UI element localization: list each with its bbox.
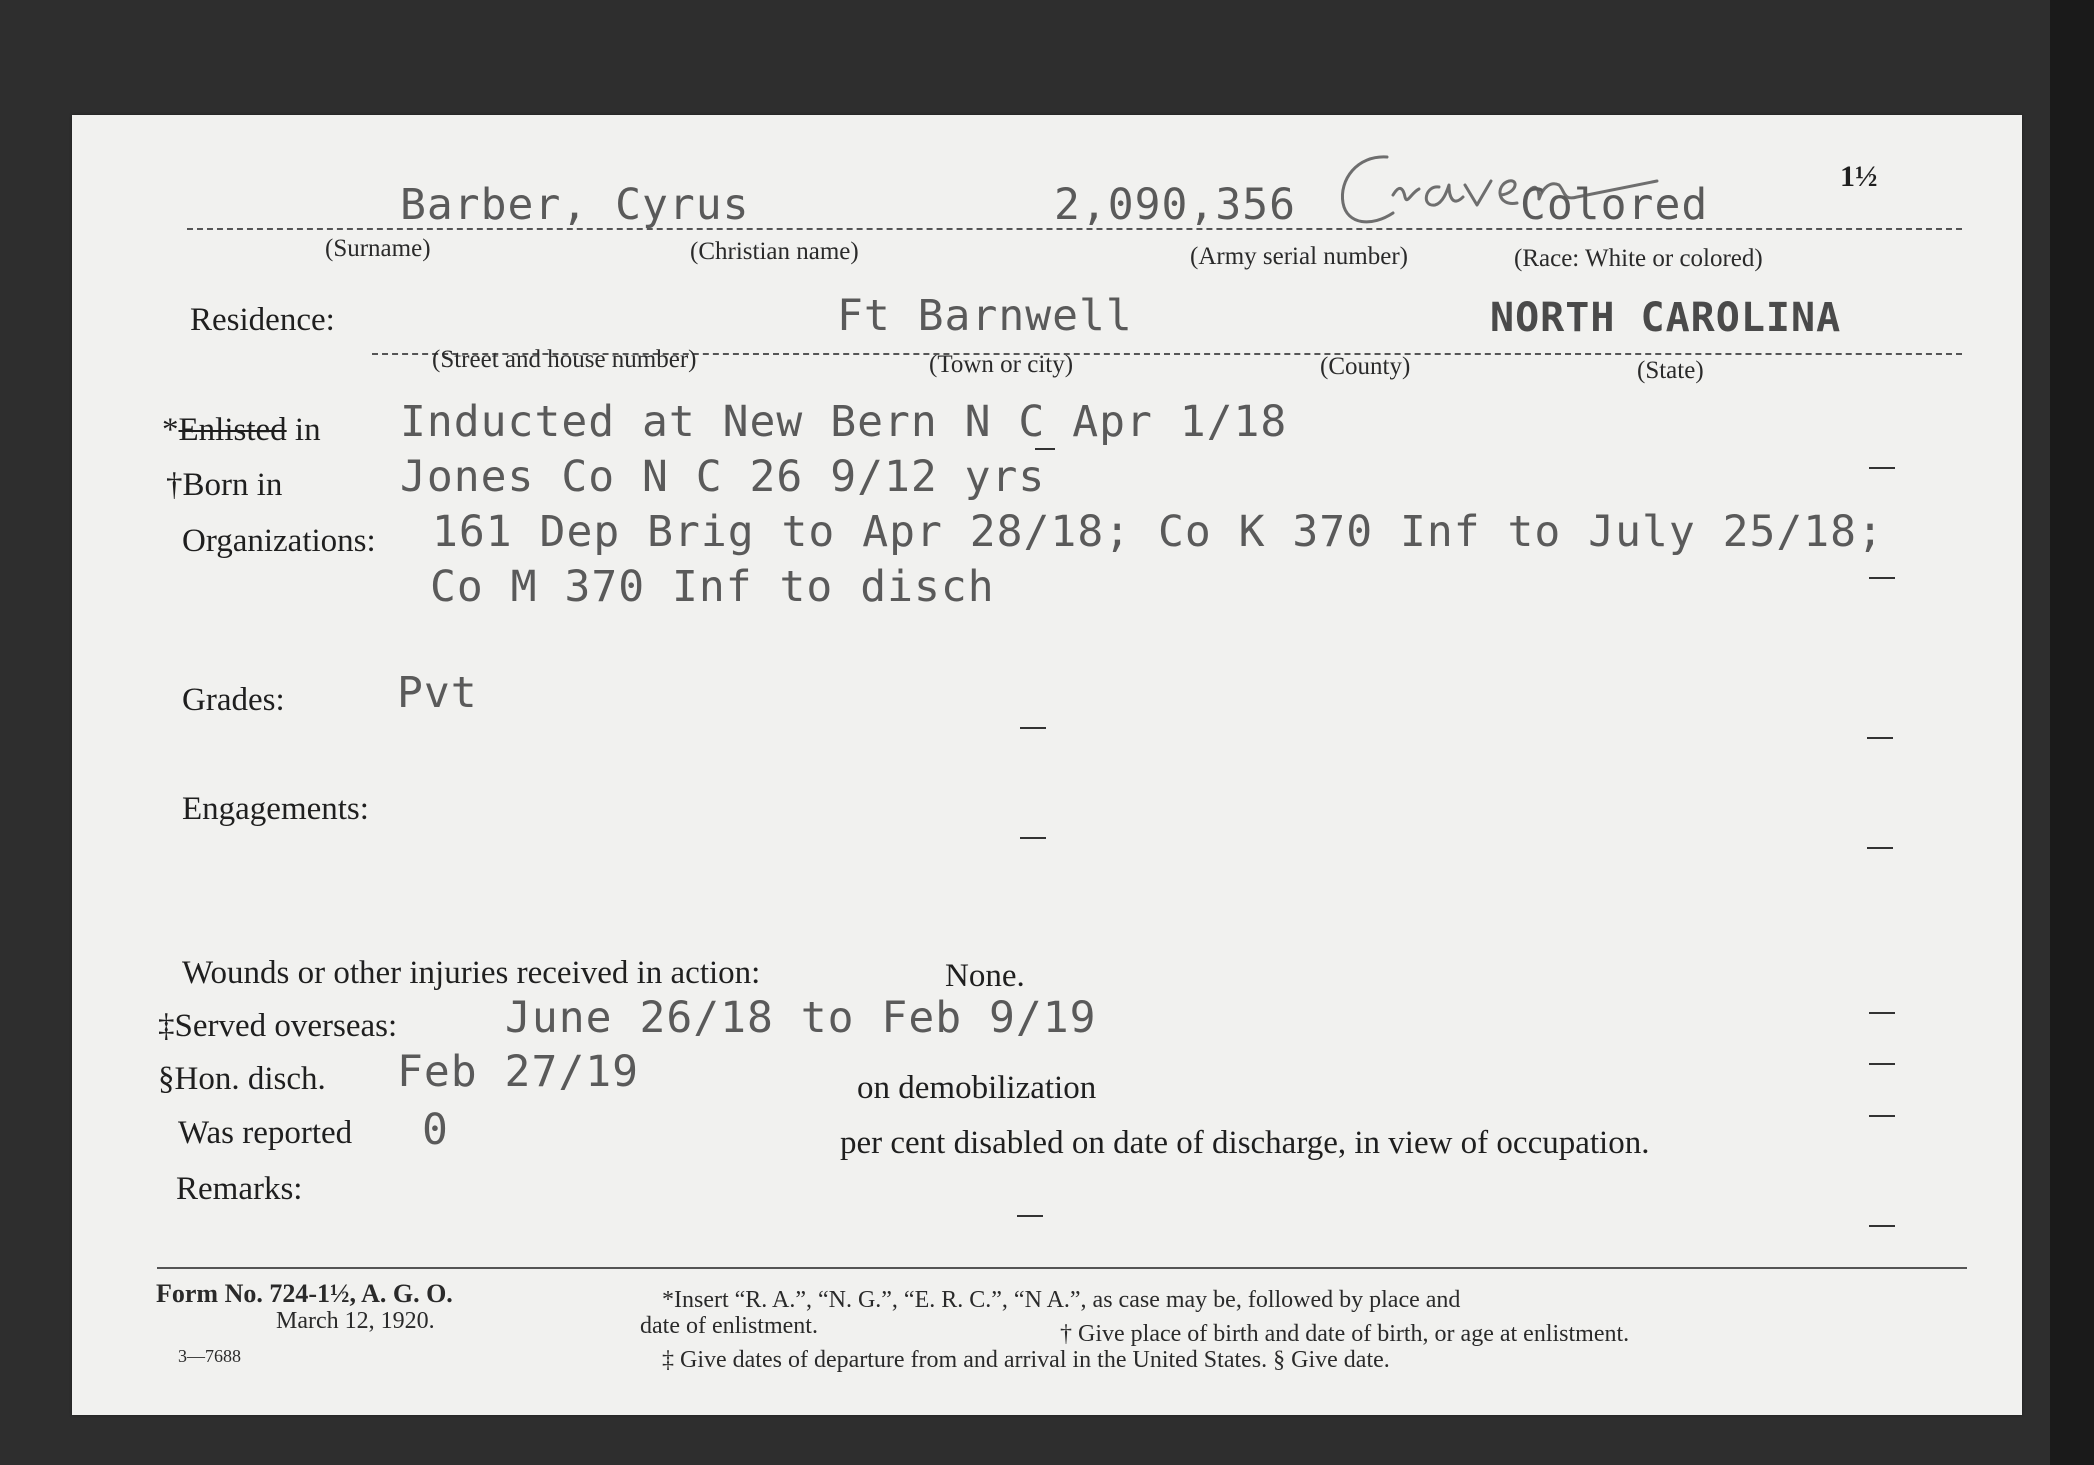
christian-name-caption: (Christian name) [690, 238, 859, 265]
street-caption: (Street and house number) [432, 346, 697, 373]
margin-dash [1869, 467, 1895, 469]
surname-value: Barber, Cyrus [400, 180, 750, 230]
remarks-label: Remarks: [176, 1171, 303, 1207]
town-caption: (Town or city) [929, 351, 1074, 378]
town-value: Ft Barnwell [837, 291, 1133, 341]
footnote-overseas: ‡ Give dates of departure from and arrival in the United States. § Give date. [662, 1347, 1390, 1373]
race-value: Colored [1520, 180, 1709, 230]
underline-mark [1035, 448, 1055, 450]
race-caption: (Race: White or colored) [1514, 245, 1763, 272]
footnote-insert: *Insert “R. A.”, “N. G.”, “E. R. C.”, “N A.”, as case may be, followed by place and [662, 1287, 1461, 1313]
margin-dash [1867, 847, 1893, 849]
served-overseas-label: ‡Served overseas: [158, 1008, 398, 1044]
was-reported-label: Was reported [178, 1115, 353, 1151]
wounds-value: None. [945, 958, 1025, 994]
surname-caption: (Surname) [325, 235, 431, 262]
margin-dash [1869, 1012, 1895, 1014]
margin-dash [1869, 1115, 1895, 1117]
margin-dash [1869, 1225, 1895, 1227]
organizations-line-1: 161 Dep Brig to Apr 28/18; Co K 370 Inf to July 25/18; [432, 507, 1884, 557]
scanner-backdrop [2050, 0, 2094, 1465]
footer-rule [157, 1267, 1967, 1269]
residence-label: Residence: [190, 302, 335, 338]
county-caption: (County) [1320, 353, 1411, 380]
state-value: NORTH CAROLINA [1490, 295, 1842, 341]
margin-dash [1020, 837, 1046, 839]
grades-label: Grades: [182, 682, 285, 718]
organizations-line-2: Co M 370 Inf to disch [430, 562, 995, 612]
army-serial-caption: (Army serial number) [1190, 243, 1408, 270]
margin-dash [1867, 737, 1893, 739]
disability-percent-value: 0 [422, 1105, 449, 1155]
hon-disch-label: §Hon. disch. [158, 1061, 326, 1097]
wounds-label: Wounds or other injuries received in action: [182, 955, 761, 991]
row1-dotted-line [187, 228, 1962, 230]
enlisted-value: Inducted at New Bern N C Apr 1/18 [400, 397, 1288, 447]
army-serial-value: 2,090,356 [1054, 180, 1296, 230]
disability-text: per cent disabled on date of discharge, in view of occupation. [840, 1125, 1650, 1161]
form-code: 3—7688 [178, 1346, 241, 1366]
footnote-date-enlistment: date of enlistment. [640, 1313, 818, 1339]
enlisted-label: *Enlisted in [162, 412, 321, 448]
born-in-value: Jones Co N C 26 9/12 yrs [400, 452, 1046, 502]
served-overseas-value: June 26/18 to Feb 9/19 [505, 993, 1097, 1043]
card-fraction: 1½ [1840, 160, 1878, 193]
demobilization-note: on demobilization [857, 1070, 1097, 1106]
form-number: Form No. 724-1½, A. G. O. [156, 1279, 453, 1308]
margin-dash [1869, 1063, 1895, 1065]
born-in-label: †Born in [166, 467, 283, 503]
draft-record-card [72, 115, 2022, 1415]
engagements-label: Engagements: [182, 791, 369, 827]
margin-dash [1020, 727, 1046, 729]
form-date: March 12, 1920. [276, 1308, 435, 1334]
hon-disch-value: Feb 27/19 [397, 1047, 639, 1097]
organizations-label: Organizations: [182, 523, 376, 559]
footnote-birth: † Give place of birth and date of birth, or age at enlistment. [1060, 1321, 1630, 1347]
grades-value: Pvt [397, 668, 478, 718]
margin-dash [1869, 577, 1895, 579]
state-caption: (State) [1637, 357, 1704, 384]
margin-dash [1017, 1215, 1043, 1217]
